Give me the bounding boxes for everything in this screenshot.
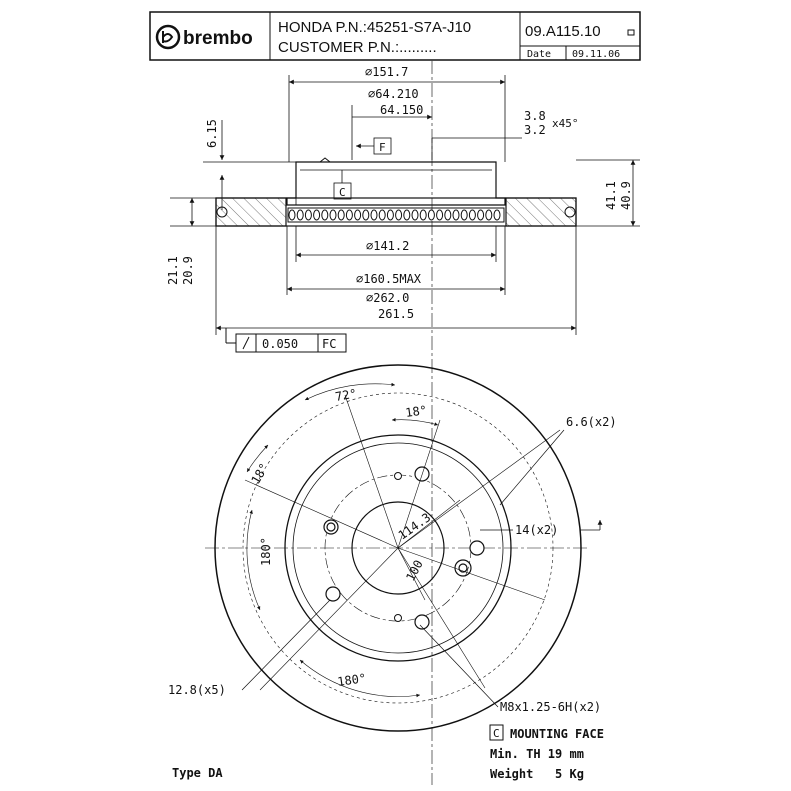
wheel-holes-note: 12.8(x5) — [168, 683, 226, 697]
thickness-min: 20.9 — [181, 256, 195, 285]
threaded-hole — [455, 560, 471, 576]
small-hole — [395, 615, 402, 622]
label-bore-min: 64.150 — [380, 103, 424, 117]
date-value: 09.11.06 — [572, 49, 621, 60]
vent-hole — [478, 210, 484, 220]
small-holes-leader — [500, 430, 564, 505]
label-vent-diameter: ⌀160.5MAX — [356, 272, 422, 286]
vent-hole — [494, 210, 500, 220]
runout-ref: FC — [322, 337, 337, 351]
vent-hole — [338, 210, 344, 220]
wheel-hole — [326, 587, 340, 601]
height-min: 40.9 — [619, 181, 633, 210]
vent-hole-row — [289, 210, 500, 220]
vent-hole — [453, 210, 459, 220]
vent-hole — [371, 210, 377, 220]
chamfer-b: 3.2 — [524, 123, 546, 137]
vent-hole — [346, 210, 352, 220]
mounting-face-code: C — [493, 727, 500, 740]
angle-18-left: 18° — [248, 460, 272, 487]
vent-hole — [445, 210, 451, 220]
angle-18-top: 18° — [404, 403, 428, 420]
label-disc-max: ⌀262.0 — [366, 291, 410, 305]
runout-value: 0.050 — [262, 337, 299, 351]
label-inner-ring: ⌀141.2 — [366, 239, 410, 253]
chamfer-a: 3.8 — [524, 109, 546, 123]
vent-hole — [297, 210, 303, 220]
chamfer-angle: x45° — [552, 117, 579, 130]
vent-hole — [469, 210, 475, 220]
label-hat-offset: 6.15 — [205, 119, 219, 148]
brembo-part-number: 09.A115.10 — [525, 23, 601, 40]
datum-f — [356, 138, 391, 154]
vent-hole — [387, 210, 393, 220]
vent-hole — [404, 210, 410, 220]
datum-f-label: F — [379, 141, 386, 154]
thickness-max: 21.1 — [166, 256, 180, 285]
label-bore-max: ⌀64.210 — [368, 87, 419, 101]
vent-hole — [289, 210, 295, 220]
label-disc-min: 261.5 — [378, 307, 415, 321]
weight: Weight 5 Kg — [490, 767, 584, 781]
vent-hole — [379, 210, 385, 220]
vent-hole — [420, 210, 426, 220]
vent-hole — [437, 210, 443, 220]
slot-note: 14(x2) — [515, 523, 559, 537]
wheel-hole — [324, 520, 338, 534]
vent-hole — [322, 210, 328, 220]
hole-circle-label: 100 — [403, 557, 426, 584]
angle-180-bottom: 180° — [336, 671, 368, 689]
datum-c-label: C — [339, 186, 346, 199]
date-label: Date — [527, 49, 552, 60]
vent-hole — [461, 210, 467, 220]
small-holes-note: 6.6(x2) — [566, 415, 617, 429]
oem-part-number: HONDA P.N.:45251-S7A-J10 — [278, 19, 472, 36]
thread-note: M8x1.25-6H(x2) — [500, 700, 602, 714]
chamfer-leader — [432, 138, 522, 160]
angle-180-left: 180° — [259, 537, 273, 566]
vent-hole — [486, 210, 492, 220]
small-hole — [395, 473, 402, 480]
customer-part-number: CUSTOMER P.N.:......... — [278, 39, 437, 56]
wheel-hole — [470, 541, 484, 555]
mounting-face-text: MOUNTING FACE — [510, 727, 604, 741]
vent-hole — [330, 210, 336, 220]
type-label: Type DA — [172, 766, 223, 780]
vent-hole — [428, 210, 434, 220]
brembo-logo — [157, 26, 253, 49]
vent-hole — [314, 210, 320, 220]
vent-hole — [412, 210, 418, 220]
wheel-holes-leader — [242, 600, 330, 690]
vent-hole — [363, 210, 369, 220]
brand-name: brembo — [183, 28, 253, 49]
vent-hole — [305, 210, 311, 220]
min-thickness: Min. TH 19 mm — [490, 747, 584, 761]
angle-72: 72° — [334, 386, 358, 404]
label-hat-diameter: ⌀151.7 — [365, 65, 409, 79]
pcd-label: 114.3 — [395, 510, 434, 543]
vent-hole — [396, 210, 402, 220]
height-max: 41.1 — [604, 181, 618, 210]
vent-hole — [355, 210, 361, 220]
